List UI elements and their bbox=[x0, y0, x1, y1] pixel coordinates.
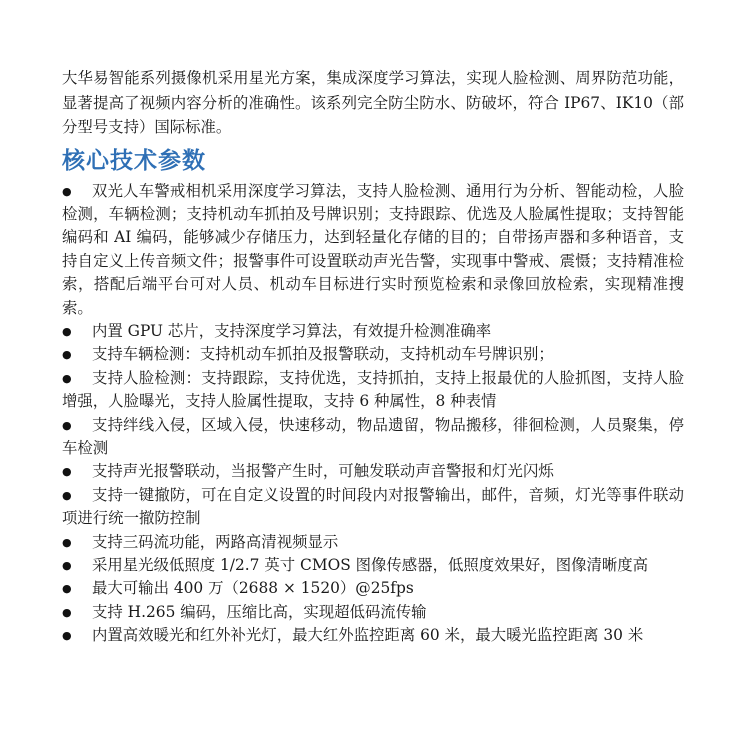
list-item bbox=[62, 320, 684, 343]
list-item-text: 内置 GPU 芯片，支持深度学习算法，有效提升检测准确率 bbox=[92, 321, 492, 340]
list-item bbox=[62, 624, 684, 647]
list-item bbox=[62, 601, 684, 624]
list-item-text: 支持三码流功能，两路高清视频显示 bbox=[92, 532, 339, 551]
list-item-text: 支持绊线入侵，区域入侵，快速移动，物品遗留，物品搬移，徘徊检测，人员聚集，停车检测 bbox=[62, 415, 684, 457]
list-item bbox=[62, 484, 684, 531]
list-item-text: 支持 H.265 编码，压缩比高，实现超低码流传输 bbox=[92, 602, 427, 621]
section-title: 核心技术参数 bbox=[62, 147, 206, 174]
bullet-icon: ● bbox=[62, 535, 72, 549]
list-item-text: 内置高效暖光和红外补光灯，最大红外监控距离 60 米，最大暖光监控距离 30 米 bbox=[92, 626, 644, 645]
list-item bbox=[62, 577, 684, 600]
bullet-icon: ● bbox=[62, 371, 72, 385]
document-page bbox=[62, 66, 684, 648]
spec-list bbox=[62, 180, 684, 648]
bullet-icon: ● bbox=[62, 184, 72, 198]
bullet-icon: ● bbox=[62, 324, 72, 338]
bullet-icon: ● bbox=[62, 465, 72, 479]
intro-paragraph: 大华易智能系列摄像机采用星光方案，集成深度学习算法，实现人脸检测、周界防范功能，显著提高了视频内容分析的准确性。该系列完全防尘防水、防破坏，符合 IP67、IK10（部分型号支持）国际标准。 bbox=[62, 69, 684, 136]
list-item-text: 支持一键撤防，可在自定义设置的时间段内对报警输出，邮件，音频，灯光等事件联动项进行统一撤防控制 bbox=[62, 485, 684, 528]
list-item bbox=[62, 531, 684, 554]
list-item bbox=[62, 460, 684, 483]
list-item-text: 支持人脸检测：支持跟踪，支持优选，支持抓拍，支持上报最优的人脸抓图，支持人脸增强，人脸曝光，支持人脸属性提取，支持 6 种属性，8 种表情 bbox=[62, 368, 684, 411]
bullet-icon: ● bbox=[62, 582, 72, 596]
list-item bbox=[62, 180, 684, 320]
bullet-icon: ● bbox=[62, 418, 72, 432]
list-item bbox=[62, 367, 684, 414]
bullet-icon: ● bbox=[62, 629, 72, 643]
list-item-text: 支持车辆检测：支持机动车抓拍及报警联动，支持机动车号牌识别； bbox=[92, 345, 554, 364]
list-item bbox=[62, 414, 684, 461]
list-item-text: 双光人车警戒相机采用深度学习算法，支持人脸检测、通用行为分析、智能动检，人脸检测，车辆检测；支持机动车抓拍及号牌识别；支持跟踪、优选及人脸属性提取；支持智能编码和 AI 编码，能够减少存储压力，达到轻量化存储的目的；自带扬声器和多种语音，支持自定义上传音频文件；报警事件可设置联动声光告警，实现事中警戒、震慑；支持精准检索，搭配后端平台可对人员、机动车目标进行实时预览检索和录像回放检索，实现精准搜索。 bbox=[62, 181, 684, 317]
bullet-icon: ● bbox=[62, 348, 72, 362]
list-item-text: 支持声光报警联动，当报警产生时，可触发联动声音警报和灯光闪烁 bbox=[92, 462, 554, 481]
list-item-text: 采用星光级低照度 1/2.7 英寸 CMOS 图像传感器，低照度效果好，图像清晰度高 bbox=[92, 556, 649, 574]
list-item bbox=[62, 343, 684, 366]
bullet-icon: ● bbox=[62, 605, 72, 619]
list-item bbox=[62, 554, 684, 577]
list-item-text: 最大可输出 400 万（2688 × 1520）@25fps bbox=[92, 579, 414, 598]
bullet-icon: ● bbox=[62, 488, 72, 502]
bullet-icon: ● bbox=[62, 559, 72, 572]
